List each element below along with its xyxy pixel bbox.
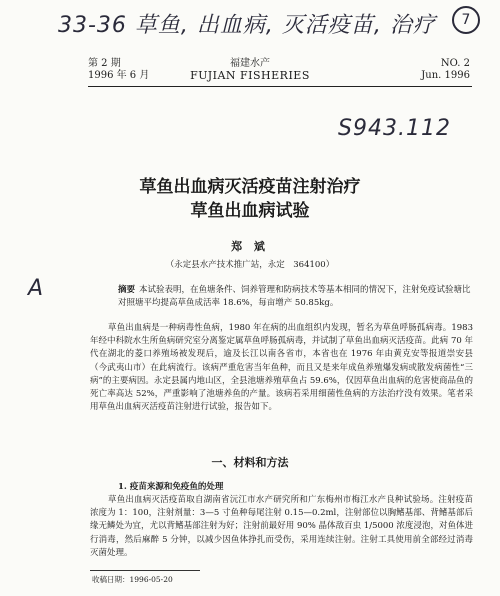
subsection-heading: 1. 疫苗来源和免疫鱼的处理: [118, 482, 224, 492]
abstract-text: 本试验表明，在鱼塘条件、饲养管理和防病技术等基本相同的情况下，注射免疫试验塘比对照塘平均提高草鱼成活率 18.6%，每亩增产 50.85kg。: [118, 285, 471, 308]
issue-date-cn: 1996 年 6 月: [88, 70, 150, 81]
issue-date-en: Jun. 1996: [421, 70, 470, 81]
handwritten-catalog-code: S943.112: [338, 116, 451, 141]
handwritten-margin-mark: A: [28, 276, 44, 301]
journal-name-en: FUJIAN FISHERIES: [190, 69, 310, 82]
section-heading: 一、材料和方法: [211, 456, 289, 469]
abstract-label: 摘要: [118, 285, 136, 295]
footnote-rule: [90, 570, 200, 571]
issue-number: 第 2 期: [88, 58, 121, 69]
author-name: 郑 斌: [231, 240, 269, 253]
received-date: 收稿日期：1996-05-20: [92, 575, 173, 584]
author-affiliation: （永定县水产技术推广站，永定 364100）: [165, 260, 335, 270]
method-paragraph: 草鱼出血病灭活疫苗取自湖南省沅江市水产研究所和广东梅州市梅江水产良种试验场。注射疫苗浓度为 1：100，注射剂量：3—5 寸鱼种每尾注射 0.15—0.2ml，注射部位以胸鳍基部、背鳍基部后缘无鳞处为宜，尤以背鳍基部注射为好；注射前最好用 90% 晶体敌百虫 1/5000 浓度浸泡，对鱼体进行消毒，然后麻醉 5 分钟，以减少因鱼体挣扎而受伤，采用连续注射。注射工具使用前全部经过消毒灭菌处理。: [90, 495, 473, 558]
article-title-line1: 草鱼出血病灭活疫苗注射治疗: [139, 177, 361, 197]
article-title-line2: 草鱼出血病试验: [190, 201, 310, 221]
handwritten-keywords: 33-36 草鱼, 出血病, 灭活疫苗, 治疗: [58, 13, 436, 38]
header-rule: [88, 86, 472, 87]
journal-name-cn: 福建水产: [230, 58, 270, 69]
issue-number-en: NO. 2: [440, 58, 470, 69]
handwritten-circled-number: 7: [452, 6, 480, 34]
intro-paragraph: 草鱼出血病是一种病毒性鱼病，1980 年在病的出血组织内发现，暂名为草鱼呼肠孤病毒。1983 年经中科院水生所鱼病研究室分离鉴定属草鱼呼肠孤病毒，并试制了草鱼出血病灭活疫苗。此病 70 年代在湖北的菱口养殖场被发现后，逾及长江以南各省市，本省也在 1976 年由黄克安等报道崇安县（今武夷山市）在此病流行。该病严重危害当年鱼种，而且又是来年成鱼养殖爆发病或散发病菌性“三病”的主要病因。永定县属内地山区，全县池塘养殖草鱼占 59.6%，仅因草鱼出血病的危害使商品鱼的死亡率高达 52%，严重影响了池塘养鱼的产量。该病若采用细菌性鱼病的方法治疗没有效果。笔者采用草鱼出血病灭活疫苗注射进行试验，报告如下。: [90, 323, 473, 413]
abstract: [118, 284, 474, 310]
